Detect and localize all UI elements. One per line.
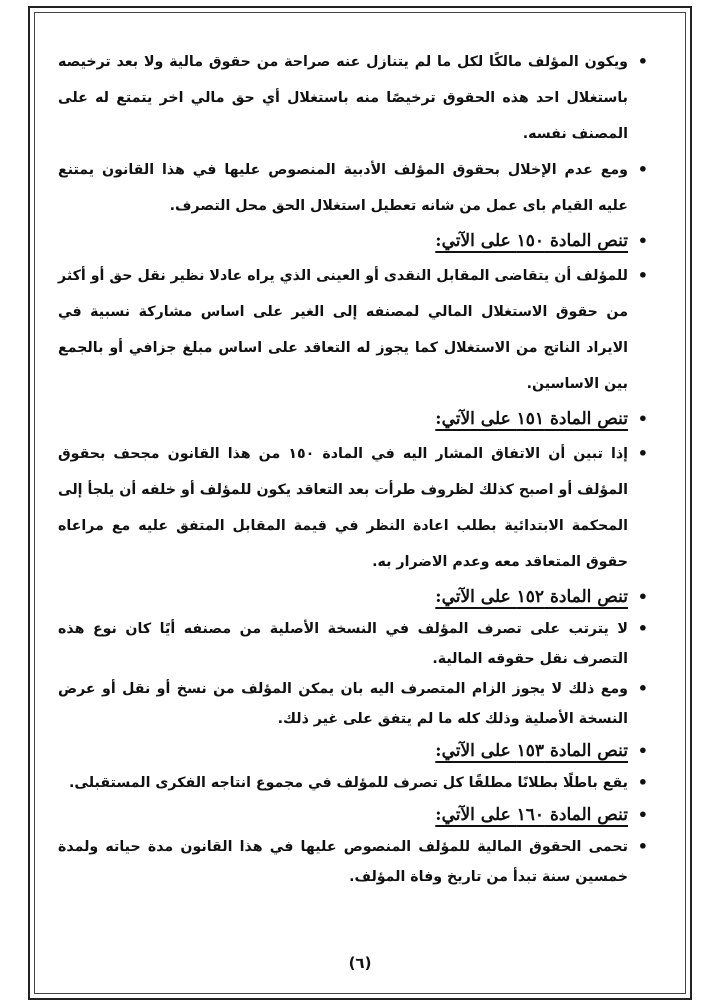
paragraph-article-151: • إذا تبين أن الاتفاق المشار اليه في المادة ١٥٠ من هذا القانون مجحف بحقوق المؤلف أو اصبح كذلك لظروف طرأت بعد التعاقد يكون للمؤلف أو خلفه أن يلجأ إلى المحكمة الابتدائية بطلب اعادة النظر في قيمة المقابل المتفق عليه مع مراعاه حقوق المتعاقد معه وعدم الاضرار به. [58, 436, 648, 580]
paragraph-article-152-a: • لا يترتب على تصرف المؤلف في النسخة الأصلية من مصنفه أيًا كان نوع هذه التصرف نقل حقوقه المالية. [58, 614, 648, 674]
heading-article-160-text: تنص المادة ١٦٠ على الآتي: [435, 805, 628, 825]
heading-article-152 [58, 580, 648, 614]
heading-article-150 [58, 224, 648, 258]
heading-article-151-text: تنص المادة ١٥١ على الآتي: [435, 409, 628, 429]
paragraph-article-152-b: • ومع ذلك لا يجوز الزام المتصرف اليه بان يمكن المؤلف من نسخ أو نقل أو عرض النسخة الأصلية وذلك كله ما لم يتفق على غير ذلك. [58, 674, 648, 734]
paragraph-article-160: • تحمى الحقوق المالية للمؤلف المنصوص عليها في هذا القانون مدة حياته ولمدة خمسين سنة تبدأ من تاريخ وفاة المؤلف. [58, 832, 648, 892]
document-body [58, 44, 648, 892]
heading-article-150-text: تنص المادة ١٥٠ على الآتي: [435, 231, 628, 251]
paragraph-article-150: • للمؤلف أن يتقاضى المقابل النقدى أو العينى الذي يراه عادلا نظير نقل حق أو أكثر من حقوق الاستغلال المالي لمصنفه إلى الغير على اساس مشاركة نسبية في الايراد الناتج من الاستغلال كما يجوز له التعاقد على اساس مبلغ جزافي أو بالجمع بين الاساسين. [58, 258, 648, 402]
heading-article-152-text: تنص المادة ١٥٢ على الآتي: [435, 587, 628, 607]
paragraph-moral-rights: • ومع عدم الإخلال بحقوق المؤلف الأدبية المنصوص عليها في هذا القانون يمتنع عليه القيام باى عمل من شانه تعطيل استغلال الحق محل التصرف. [58, 152, 648, 224]
paragraph-author-ownership: • ويكون المؤلف مالكًا لكل ما لم يتنازل عنه صراحة من حقوق مالية ولا بعد ترخيصه باستغلال احد هذه الحقوق ترخيصًا منه باستغلال أي حق مالي اخر يتمتع له على المصنف نفسه. [58, 44, 648, 152]
paragraph-article-153: • يقع باطلًا بطلانًا مطلقًا كل تصرف للمؤلف في مجموع انتاجه الفكرى المستقبلى. [58, 768, 648, 798]
heading-article-160 [58, 798, 648, 832]
heading-article-153 [58, 734, 648, 768]
heading-article-151 [58, 402, 648, 436]
page-number: (٦) [348, 954, 372, 972]
heading-article-153-text: تنص المادة ١٥٣ على الآتي: [435, 741, 628, 761]
